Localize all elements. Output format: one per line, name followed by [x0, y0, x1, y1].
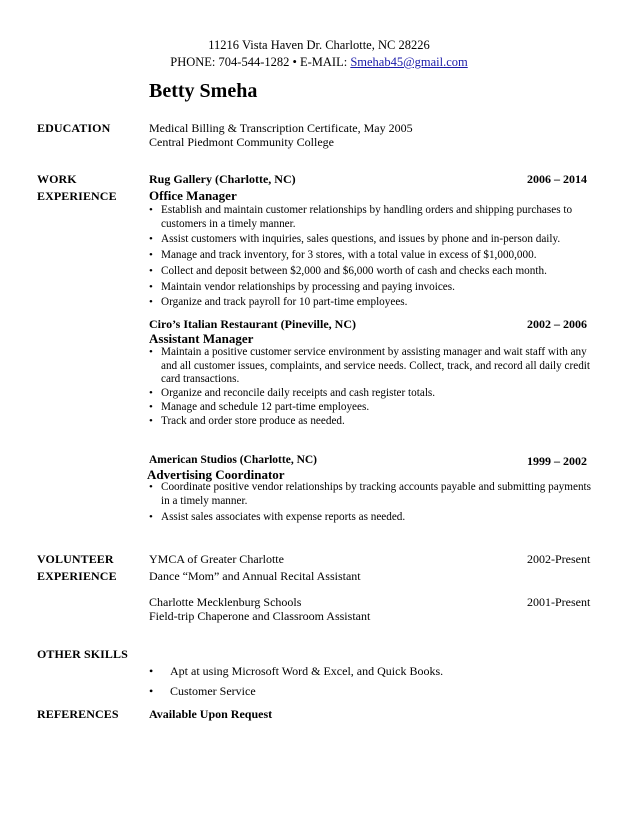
- job3-employer: American Studios (Charlotte, NC): [149, 454, 318, 466]
- job1-title: Office Manager: [149, 188, 237, 203]
- references-text: Available Upon Request: [149, 707, 273, 721]
- volunteer-heading-line2: EXPERIENCE: [37, 569, 117, 583]
- list-item: • Maintain vendor relationships by processing and paying invoices.: [149, 281, 599, 295]
- list-item: • Track and order store produce as needed.: [149, 415, 601, 429]
- job1-employer: Rug Gallery (Charlotte, NC): [149, 172, 296, 186]
- skills-bullet-list: [149, 661, 443, 701]
- job2-title: Assistant Manager: [149, 331, 254, 346]
- education-heading: EDUCATION: [37, 121, 111, 135]
- job2-dates: 2002 – 2006: [527, 317, 587, 331]
- email-link[interactable]: Smehab45@gmail.com: [350, 55, 468, 69]
- skills-heading: OTHER SKILLS: [37, 647, 128, 661]
- volunteer2-dates: 2001-Present: [527, 595, 591, 609]
- list-item: • Customer Service: [149, 681, 443, 701]
- list-item: • Coordinate positive vendor relationships by tracking accounts payable and submitting payments in a timely manner.: [149, 481, 599, 508]
- list-item: • Apt at using Microsoft Word & Excel, and Quick Books.: [149, 661, 443, 681]
- volunteer1-org: YMCA of Greater Charlotte: [149, 552, 284, 566]
- work-heading-line2: EXPERIENCE: [37, 189, 117, 203]
- volunteer1-role: Dance “Mom” and Annual Recital Assistant: [149, 569, 361, 583]
- job3-title: Advertising Coordinator: [147, 467, 285, 482]
- work-heading-line1: WORK: [37, 172, 77, 186]
- list-item: • Assist sales associates with expense reports as needed.: [149, 511, 599, 525]
- candidate-name: Betty Smeha: [149, 80, 258, 102]
- volunteer2-org: Charlotte Mecklenburg Schools: [149, 595, 302, 609]
- phone-text: PHONE: 704-544-1282 • E-MAIL:: [170, 55, 351, 69]
- volunteer1-dates: 2002-Present: [527, 552, 591, 566]
- references-heading: REFERENCES: [37, 707, 119, 721]
- job3-bullet-list: [149, 481, 599, 525]
- list-item: • Manage and track inventory, for 3 stores, with a total value in excess of $1,000,000.: [149, 249, 599, 263]
- list-item: • Organize and reconcile daily receipts and cash register totals.: [149, 387, 601, 401]
- list-item: • Assist customers with inquiries, sales questions, and issues by phone and in-person daily.: [149, 233, 599, 247]
- job1-dates: 2006 – 2014: [527, 172, 587, 186]
- list-item: • Maintain a positive customer service environment by assisting manager and wait staff with any and all customer issues, complaints, and service needs. Collect, track, and record all daily credit card transactions.: [149, 346, 601, 387]
- list-item: • Establish and maintain customer relationships by handling orders and shipping purchases to customers in a timely manner.: [149, 204, 599, 231]
- job2-employer: Ciro’s Italian Restaurant (Pineville, NC): [149, 317, 356, 331]
- job3-dates: 1999 – 2002: [527, 454, 587, 468]
- contact-line: [0, 55, 638, 70]
- volunteer2-role: Field-trip Chaperone and Classroom Assistant: [149, 609, 371, 623]
- job2-bullet-list: [149, 346, 601, 428]
- address-line: 11216 Vista Haven Dr. Charlotte, NC 28226: [208, 38, 430, 52]
- list-item: • Manage and schedule 12 part-time employees.: [149, 401, 601, 415]
- volunteer-heading-line1: VOLUNTEER: [37, 552, 114, 566]
- list-item: • Organize and track payroll for 10 part-time employees.: [149, 296, 599, 310]
- education-certificate: Medical Billing & Transcription Certificate, May 2005: [149, 121, 413, 135]
- job1-bullet-list: [149, 204, 599, 310]
- list-item: • Collect and deposit between $2,000 and $6,000 worth of cash and checks each month.: [149, 265, 599, 279]
- education-school: Central Piedmont Community College: [149, 135, 334, 149]
